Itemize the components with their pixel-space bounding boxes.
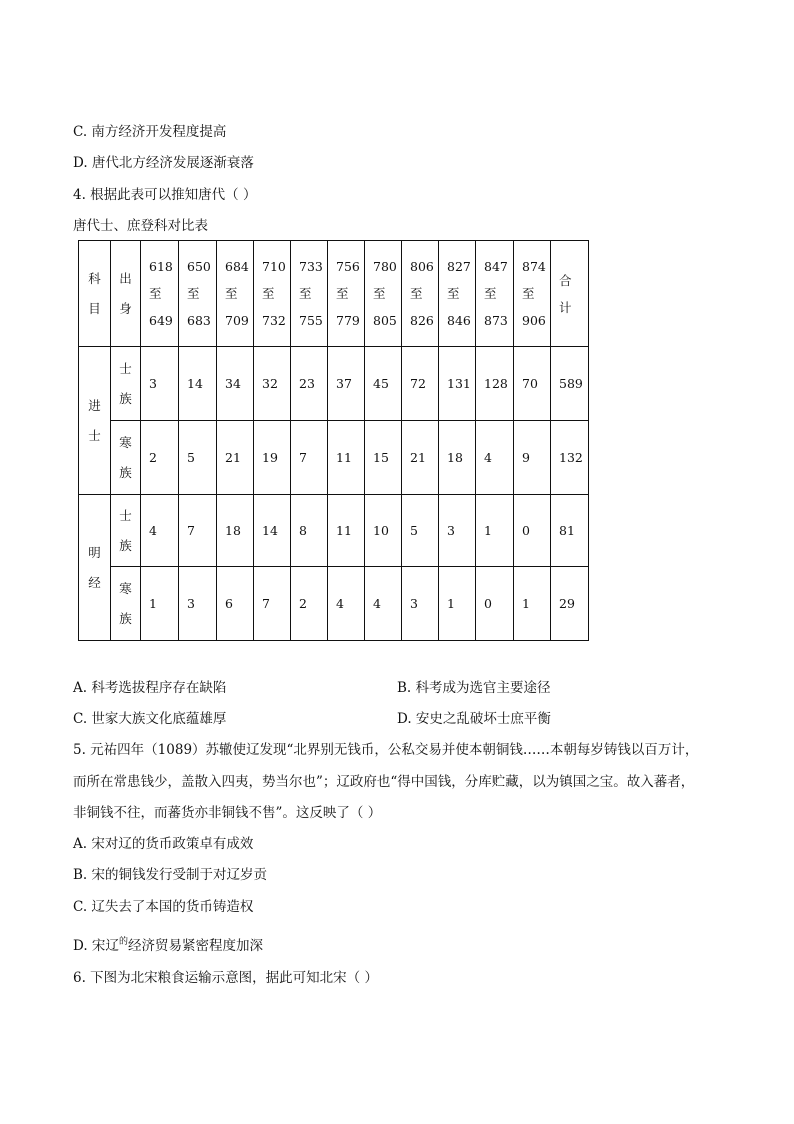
value-cell: 4 (365, 567, 402, 641)
value-cell: 21 (217, 421, 254, 495)
value-cell: 32 (254, 347, 291, 421)
table-row (79, 421, 589, 495)
q4-option-b: B. 科考成为选官主要途径 (397, 680, 551, 696)
value-cell: 0 (514, 495, 551, 567)
value-cell: 18 (439, 421, 476, 495)
value-cell: 18 (217, 495, 254, 567)
value-cell: 8 (291, 495, 328, 567)
value-cell: 7 (254, 567, 291, 641)
value-cell: 7 (179, 495, 217, 567)
header-period: 847 至 873 (476, 241, 514, 347)
header-period: 874 至 906 (514, 241, 551, 347)
question-4: 4. 根据此表可以推知唐代（ ） (73, 187, 257, 203)
header-period: 650 至 683 (179, 241, 217, 347)
header-period: 827 至 846 (439, 241, 476, 347)
header-subject: 科 目 (79, 241, 111, 347)
table-title: 唐代士、庶登科对比表 (73, 218, 208, 234)
q5-option-b: B. 宋的铜钱发行受制于对辽岁贡 (73, 867, 268, 883)
value-cell: 1 (141, 567, 179, 641)
value-cell: 19 (254, 421, 291, 495)
value-cell: 14 (254, 495, 291, 567)
total-cell: 589 (551, 347, 589, 421)
value-cell: 0 (476, 567, 514, 641)
value-cell: 11 (328, 421, 365, 495)
value-cell: 5 (179, 421, 217, 495)
value-cell: 3 (179, 567, 217, 641)
exam-comparison-table (78, 240, 589, 641)
value-cell: 4 (476, 421, 514, 495)
value-cell: 128 (476, 347, 514, 421)
value-cell: 6 (217, 567, 254, 641)
value-cell: 23 (291, 347, 328, 421)
header-period: 780 至 805 (365, 241, 402, 347)
header-total: 合 计 (551, 241, 589, 347)
origin-cell: 士 族 (111, 495, 141, 567)
value-cell: 9 (514, 421, 551, 495)
value-cell: 4 (328, 567, 365, 641)
value-cell: 70 (514, 347, 551, 421)
value-cell: 131 (439, 347, 476, 421)
value-cell: 1 (439, 567, 476, 641)
subject-cell: 明 经 (79, 495, 111, 641)
header-period: 806 至 826 (402, 241, 439, 347)
question-5-line-2: 而所在常患钱少，盖散入四夷，势当尔也”；辽政府也“得中国钱，分库贮藏，以为镇国之宝。故入蕃者， (73, 774, 695, 790)
value-cell: 2 (291, 567, 328, 641)
value-cell: 10 (365, 495, 402, 567)
q4-option-a: A. 科考选拔程序存在缺陷 (73, 680, 227, 696)
origin-cell: 寒 族 (111, 421, 141, 495)
origin-cell: 士 族 (111, 347, 141, 421)
value-cell: 4 (141, 495, 179, 567)
value-cell: 11 (328, 495, 365, 567)
value-cell: 15 (365, 421, 402, 495)
value-cell: 34 (217, 347, 254, 421)
value-cell: 2 (141, 421, 179, 495)
total-cell: 81 (551, 495, 589, 567)
header-period: 756 至 779 (328, 241, 365, 347)
value-cell: 1 (514, 567, 551, 641)
value-cell: 37 (328, 347, 365, 421)
q3-option-c: C. 南方经济开发程度提高 (73, 124, 227, 140)
header-period: 710 至 732 (254, 241, 291, 347)
table-row (79, 495, 589, 567)
q5-option-d: D. 宋辽$^的$经济贸易紧密程度加深 (73, 937, 263, 954)
value-cell: 3 (402, 567, 439, 641)
subject-cell: 进 士 (79, 347, 111, 495)
table-header-row (79, 241, 589, 347)
value-cell: 45 (365, 347, 402, 421)
total-cell: 29 (551, 567, 589, 641)
value-cell: 3 (439, 495, 476, 567)
q4-option-c: C. 世家大族文化底蕴雄厚 (73, 711, 227, 727)
header-period: 733 至 755 (291, 241, 328, 347)
value-cell: 1 (476, 495, 514, 567)
question-5-line-3: 非铜钱不往，而蕃货亦非铜钱不售”。这反映了（ ） (73, 805, 382, 821)
question-5-line-1: 5. 元祐四年（1089）苏辙使辽发现“北界别无钱币，公私交易并使本朝铜钱……本朝每岁铸钱以百万计， (73, 742, 699, 758)
q5-option-a: A. 宋对辽的货币政策卓有成效 (73, 836, 254, 852)
q5-option-c: C. 辽失去了本国的货币铸造权 (73, 899, 254, 915)
value-cell: 21 (402, 421, 439, 495)
header-origin: 出 身 (111, 241, 141, 347)
q3-option-d: D. 唐代北方经济发展逐渐衰落 (73, 155, 254, 171)
header-period: 618 至 649 (141, 241, 179, 347)
origin-cell: 寒 族 (111, 567, 141, 641)
question-6: 6. 下图为北宋粮食运输示意图，据此可知北宋（ ） (73, 970, 378, 986)
header-period: 684 至 709 (217, 241, 254, 347)
q4-option-d: D. 安史之乱破坏士庶平衡 (397, 711, 551, 727)
table-row (79, 347, 589, 421)
value-cell: 5 (402, 495, 439, 567)
value-cell: 14 (179, 347, 217, 421)
value-cell: 7 (291, 421, 328, 495)
value-cell: 3 (141, 347, 179, 421)
total-cell: 132 (551, 421, 589, 495)
table-row (79, 567, 589, 641)
value-cell: 72 (402, 347, 439, 421)
